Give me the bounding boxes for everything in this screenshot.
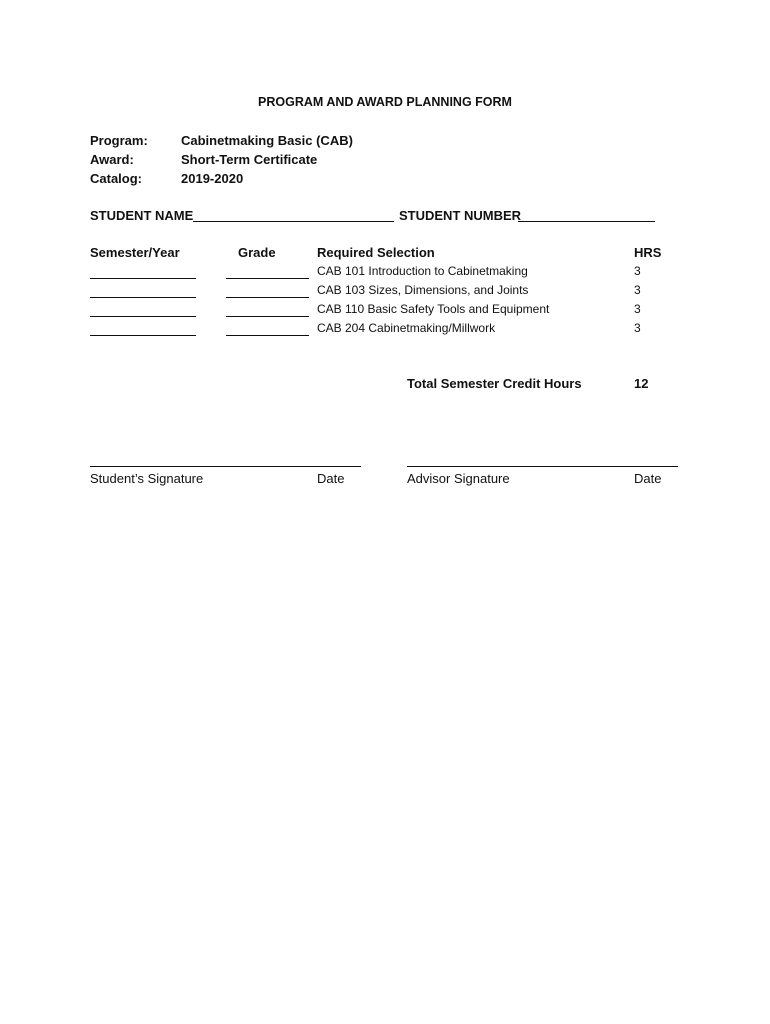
catalog-value: 2019-2020: [181, 171, 244, 186]
course-cab-204: CAB 204 Cabinetmaking/Millwork: [317, 321, 496, 335]
advisor-signature-label: Advisor Signature: [407, 471, 510, 486]
advisor-signature-line[interactable]: [407, 466, 678, 467]
semester-field-4[interactable]: [90, 335, 196, 336]
student-number-label: STUDENT NUMBER: [399, 208, 522, 223]
course-cab-103: CAB 103 Sizes, Dimensions, and Joints: [317, 283, 529, 297]
student-signature-label: Student’s Signature: [90, 471, 204, 486]
award-label: Award:: [90, 152, 134, 167]
award-value: Short-Term Certificate: [181, 152, 318, 167]
semester-field-1[interactable]: [90, 278, 196, 279]
advisor-date-label: Date: [634, 471, 662, 486]
required-selection-header: Required Selection: [317, 245, 435, 260]
total-credit-hours-value: 12: [634, 376, 649, 391]
semester-field-3[interactable]: [90, 316, 196, 317]
catalog-label: Catalog:: [90, 171, 142, 186]
program-label: Program:: [90, 133, 148, 148]
program-value: Cabinetmaking Basic (CAB): [181, 133, 353, 148]
hrs-header: HRS: [634, 245, 662, 260]
course-hrs-2: 3: [634, 283, 641, 297]
grade-field-2[interactable]: [226, 297, 309, 298]
student-name-field[interactable]: [193, 221, 394, 222]
semester-year-header: Semester/Year: [90, 245, 180, 260]
student-name-label: STUDENT NAME: [90, 208, 194, 223]
grade-field-4[interactable]: [226, 335, 309, 336]
grade-field-3[interactable]: [226, 316, 309, 317]
course-hrs-3: 3: [634, 302, 641, 316]
grade-header: Grade: [238, 245, 276, 260]
semester-field-2[interactable]: [90, 297, 196, 298]
form-title: PROGRAM AND AWARD PLANNING FORM: [258, 95, 512, 109]
grade-field-1[interactable]: [226, 278, 309, 279]
student-date-label: Date: [317, 471, 345, 486]
course-hrs-4: 3: [634, 321, 641, 335]
student-number-field[interactable]: [518, 221, 655, 222]
student-signature-line[interactable]: [90, 466, 361, 467]
course-hrs-1: 3: [634, 264, 641, 278]
course-cab-101: CAB 101 Introduction to Cabinetmaking: [317, 264, 528, 278]
total-credit-hours-label: Total Semester Credit Hours: [407, 376, 582, 391]
course-cab-110: CAB 110 Basic Safety Tools and Equipment: [317, 302, 550, 316]
